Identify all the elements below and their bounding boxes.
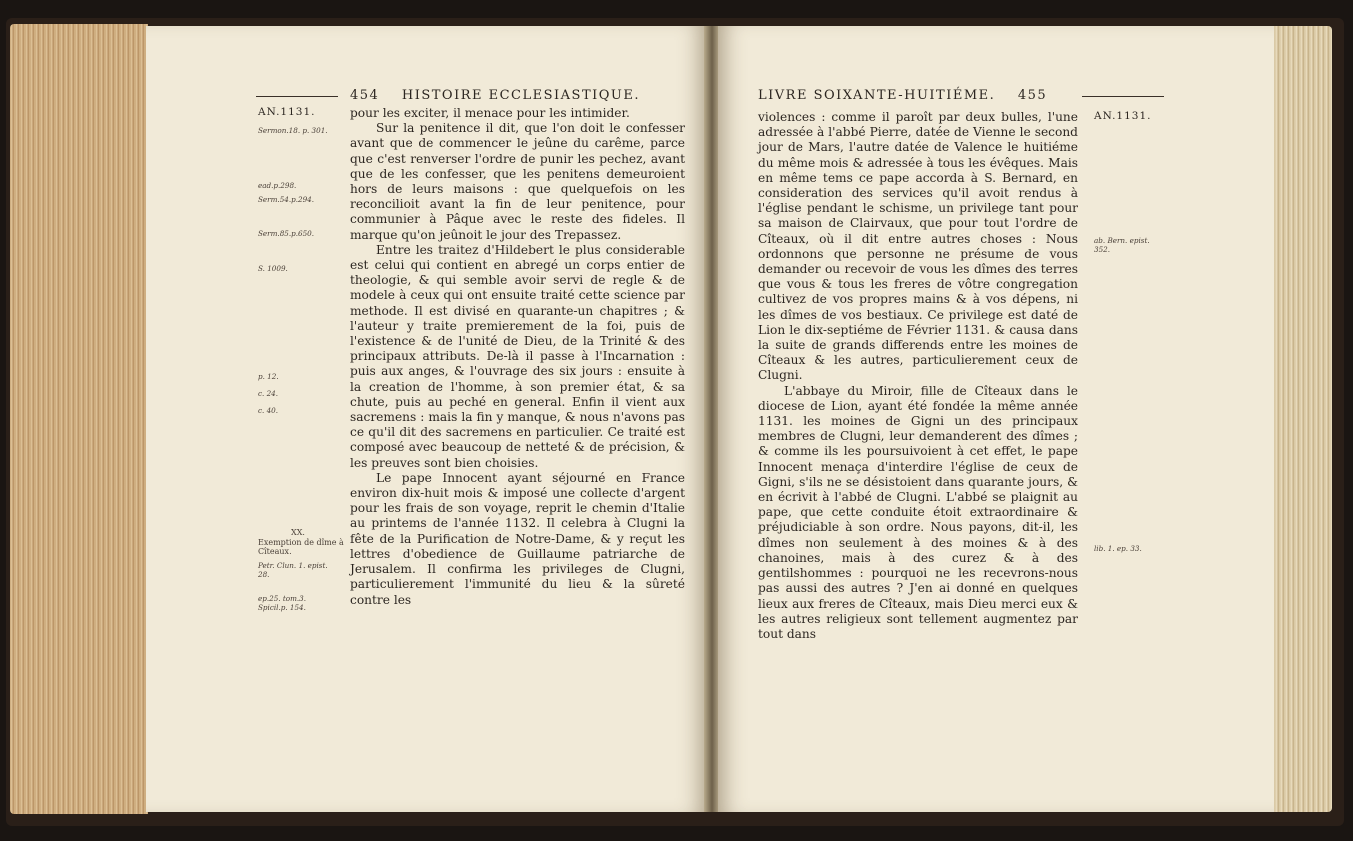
margin-note: Serm.54.p.294. bbox=[258, 195, 315, 204]
right-running-title: LIVRE SOIXANTE-HUITIÉME. bbox=[758, 88, 996, 103]
left-body-text bbox=[350, 106, 685, 608]
header-rule bbox=[1082, 96, 1164, 97]
margin-note: c. 24. bbox=[258, 389, 279, 398]
left-page bbox=[146, 26, 706, 812]
right-running-head bbox=[758, 88, 1047, 103]
right-page-number: 455 bbox=[1017, 88, 1048, 103]
section-ref: Petr. Clun. 1. epist. 28. bbox=[258, 561, 328, 579]
right-page bbox=[718, 26, 1274, 812]
margin-note: c. 40. bbox=[258, 406, 279, 415]
left-year-note: AN.1131. bbox=[258, 106, 316, 118]
paragraph: violences : comme il paroît par deux bulles, l'une adressée à l'abbé Pierre, datée de Vienne le second jour de Mars, l'autre datée de Valence le huitiéme du même mois & adressée à tous les évêques. Mais en même tems ce pape accorda à S. Bernard, en consideration des services qu'il avoit rendus à l'église pendant le schisme, un privilege tant pour sa maison de Clairvaux, que pour tout l'ordre de Cîteaux, où il dit entre autres choses : Nous ordonnons que personne ne présume de vous demander ou recevoir de vous les dîmes des terres que vous & tous les freres de vôtre congregation cultivez de vos propres mains & à vos dépens, ni les dîmes de vos bestiaux. Ce privilege est daté de Lion le dix-septiéme de Février 1131. & causa dans la suite de grands differends entre les moines de Cîteaux & les autres, particulierement ceux de Clugni. bbox=[758, 110, 1078, 383]
left-running-head bbox=[350, 88, 640, 103]
margin-note: S. 1009. bbox=[258, 264, 288, 273]
margin-note: ead.p.298. bbox=[258, 181, 297, 190]
paragraph: Entre les traitez d'Hildebert le plus considerable est celui qui contient en abregé un corps entier de theologie, & qui semble avoir servi de regle & de modele à ceux qui ont ensuite traité cette science par methode. Il est divisé en quarante-un chapitres ; & l'auteur y traite premierement de la foi, puis de l'existence & de l'unité de Dieu, de la Trinité & des principaux attributs. De-là il passe à l'Incarnation : puis aux anges, & l'ouvrage des six jours : ensuite à la creation de l'homme, à son premier état, & sa chute, puis au peché en general. Enfin il vient aux sacremens : mais la fin y manque, & nous n'avons pas ce qu'il dit des sacremens en particulier. Ce traité est composé avec beaucoup de netteté & de précision, & les preuves sont bien choisies. bbox=[350, 242, 685, 470]
margin-note: lib. 1. ep. 33. bbox=[1094, 544, 1142, 553]
margin-note: ab. Bern. epist. 352. bbox=[1094, 236, 1150, 254]
margin-note: p. 12. bbox=[258, 372, 279, 381]
paragraph: Le pape Innocent ayant séjourné en France environ dix-huit mois & imposé une collecte d'argent pour les frais de son voyage, reprit le chemin d'Italie au printems de l'année 1132. Il celebra à Clugni la fête de la Purification de Notre-Dame, & y reçut les lettres d'obedience de Guillaume patriarche de Jerusalem. Il confirma les privileges de Clugni, particulierement l'immunité du lieu & la sûreté contre les bbox=[350, 470, 685, 607]
right-page-edges bbox=[1270, 26, 1332, 812]
right-body-text bbox=[758, 110, 1078, 642]
right-year-note: AN.1131. bbox=[1094, 110, 1152, 122]
paragraph: pour les exciter, il menace pour les intimider. bbox=[350, 106, 630, 120]
left-page-edges bbox=[10, 24, 148, 814]
paragraph: L'abbaye du Miroir, fille de Cîteaux dans le diocese de Lion, ayant été fondée la même année 1131. les moines de Gigni un des principaux membres de Clugni, leur demanderent des dîmes ; & comme ils les poursuivoient à cet effet, le pape Innocent menaça d'interdire l'église de ceux de Gigni, s'ils ne se désistoient dans quarante jours, & en écrivit à l'abbé de Clugni. L'abbé se plaignit au pape, que cette conduite étoit extraordinaire & préjudiciable à son ordre. Nous payons, dit-il, les dîmes non seulement à des moines & à des chanoines, mais à des curez & à des gentilshommes : pourquoi ne les recevrons-nous pas aussi des autres ? J'en ai donné en quelques lieux aux freres de Cîteaux, mais Dieu merci eux & les autres religieux sont tellement augmentez par tout dans bbox=[758, 383, 1078, 641]
paragraph: Sur la penitence il dit, que l'on doit le confesser avant que de commencer le jeûne du carême, parce que c'est renverser l'ordre de punir les pechez, avant que de les confesser, que les penitens demeuroient hors de leurs maisons : que quelquefois on les reconcilioit avant la fin de leur penitence, pour communier à Pâque avec le reste des fideles. Il marque qu'on jeûnoit le jour des Trepassez. bbox=[350, 121, 685, 242]
left-running-title: HISTOIRE ECCLESIASTIQUE. bbox=[401, 88, 640, 103]
section-title: Exemption de dîme à Cîteaux. bbox=[258, 538, 344, 556]
left-page-number: 454 bbox=[350, 88, 380, 103]
margin-note: Serm.85.p.650. bbox=[258, 229, 315, 238]
section-number: XX. bbox=[291, 528, 305, 537]
header-rule bbox=[256, 96, 338, 97]
margin-note: Sermon.18. p. 301. bbox=[258, 126, 328, 135]
section-ref: ep.25. tom.3. Spicil.p. 154. bbox=[258, 594, 307, 612]
